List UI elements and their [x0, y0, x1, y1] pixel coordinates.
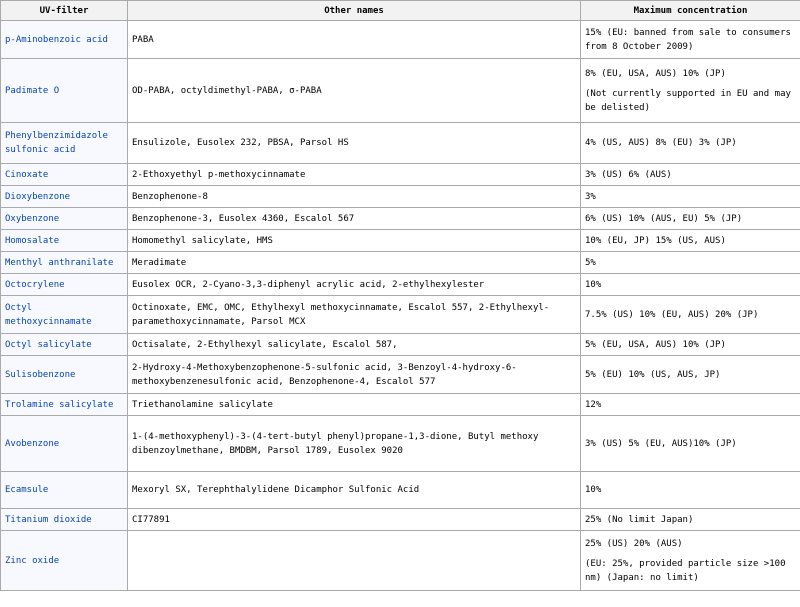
other-names-cell: Benzophenone-3, Eusolex 4360, Escalol 567 [128, 208, 581, 230]
table-row [1, 416, 800, 472]
filter-link[interactable]: Phenylbenzimidazole sulfonic acid [5, 131, 108, 155]
max-concentration-cell: 15% (EU: banned from sale to consumers from 8 October 2009) [581, 21, 800, 59]
other-names-cell: Eusolex OCR, 2-Cyano-3,3-diphenyl acrylic acid, 2-ethylhexylester [128, 274, 581, 296]
table-row [1, 186, 800, 208]
filter-link[interactable]: Oxybenzone [5, 213, 60, 224]
table-row [1, 531, 800, 591]
table-row [1, 356, 800, 394]
max-concentration-cell: 10% [581, 472, 800, 509]
filter-link[interactable]: Ecamsule [5, 485, 49, 495]
table-row [1, 509, 800, 531]
max-concentration-cell: 12% [581, 394, 800, 416]
other-names-cell: Octinoxate, EMC, OMC, Ethylhexyl methoxycinnamate, Escalol 557, 2-Ethylhexyl-paramethoxycinnamate, Parsol MCX [128, 296, 581, 334]
max-value: 8% (EU, USA, AUS) 10% (JP) [585, 68, 726, 79]
other-names-cell: Octisalate, 2-Ethylhexyl salicylate, Escalol 587, [128, 334, 581, 356]
max-concentration-cell: 5% (EU) 10% (US, AUS, JP) [581, 356, 800, 394]
max-concentration-cell: 5% [581, 252, 800, 274]
max-concentration-cell: 5% (EU, USA, AUS) 10% (JP) [581, 334, 800, 356]
table-row [1, 472, 800, 509]
header-other-names[interactable]: Other names [128, 1, 581, 21]
filter-link[interactable]: Octyl methoxycinnamate [5, 302, 92, 327]
max-concentration-cell: 3% [581, 186, 800, 208]
max-concentration-cell: 10% (EU, JP) 15% (US, AUS) [581, 230, 800, 252]
other-names-cell: PABA [128, 21, 581, 59]
filter-link[interactable]: Menthyl anthranilate [5, 257, 114, 268]
other-names-cell: CI77891 [128, 509, 581, 531]
table-row [1, 59, 800, 123]
filter-link[interactable]: Octocrylene [5, 279, 65, 290]
other-names-cell: Homomethyl salicylate, HMS [128, 230, 581, 252]
table-row [1, 394, 800, 416]
other-names-cell: Meradimate [128, 252, 581, 274]
other-names-cell: 2-Ethoxyethyl p-methoxycinnamate [128, 164, 581, 186]
filter-link[interactable]: Octyl salicylate [5, 339, 92, 350]
filter-link[interactable]: Padimate O [5, 85, 60, 96]
other-names-cell: 2-Hydroxy-4-Methoxybenzophenone-5-sulfonic acid, 3-Benzoyl-4-hydroxy-6-methoxybenzenesulfonic acid, Benzophenone-4, Escalol 577 [128, 356, 581, 394]
other-names-cell: OD-PABA, octyldimethyl-PABA, σ-PABA [128, 59, 581, 123]
table-row [1, 296, 800, 334]
filter-link[interactable]: Avobenzone [5, 438, 60, 449]
max-concentration-cell [581, 59, 800, 123]
max-concentration-cell: 10% [581, 274, 800, 296]
filter-link[interactable]: Zinc oxide [5, 555, 60, 566]
filter-link[interactable]: Homosalate [5, 235, 60, 246]
table-row [1, 334, 800, 356]
max-concentration-cell: 3% (US) 6% (AUS) [581, 164, 800, 186]
other-names-cell: Mexoryl SX, Terephthalylidene Dicamphor Sulfonic Acid [128, 472, 581, 509]
max-concentration-cell: 3% (US) 5% (EU, AUS)10% (JP) [581, 416, 800, 472]
max-note: (EU: 25%, provided particle size >100 nm) (Japan: no limit) [585, 558, 786, 583]
max-concentration-cell: 4% (US, AUS) 8% (EU) 3% (JP) [581, 123, 800, 164]
max-value: 25% (US) 20% (AUS) [585, 538, 683, 549]
max-concentration-cell [581, 531, 800, 591]
table-row [1, 21, 800, 59]
max-concentration-cell: 7.5% (US) 10% (EU, AUS) 20% (JP) [581, 296, 800, 334]
other-names-cell: Ensulizole, Eusolex 232, PBSA, Parsol HS [128, 123, 581, 164]
other-names-cell: 1-(4-methoxyphenyl)-3-(4-tert-butyl phenyl)propane-1,3-dione, Butyl methoxy dibenzoylmethane, BMDBM, Parsol 1789, Eusolex 9020 [128, 416, 581, 472]
filter-link[interactable]: Dioxybenzone [5, 191, 71, 202]
table-row [1, 164, 800, 186]
max-note: (Not currently supported in EU and may be delisted) [585, 88, 791, 113]
max-concentration-cell: 25% (No limit Japan) [581, 509, 800, 531]
max-concentration-cell: 6% (US) 10% (AUS, EU) 5% (JP) [581, 208, 800, 230]
other-names-cell [128, 531, 581, 591]
table-row [1, 208, 800, 230]
header-max-concentration[interactable]: Maximum concentration [581, 1, 800, 21]
table-row [1, 123, 800, 164]
filter-link[interactable]: Titanium dioxide [5, 514, 92, 525]
header-uv-filter[interactable]: UV-filter [1, 1, 128, 21]
filter-link[interactable]: Trolamine salicylate [5, 399, 114, 410]
table-row [1, 230, 800, 252]
other-names-cell: Benzophenone-8 [128, 186, 581, 208]
header-row [1, 1, 800, 21]
filter-link[interactable]: p-Aminobenzoic acid [5, 34, 108, 45]
filter-link[interactable]: Cinoxate [5, 169, 49, 180]
table-row [1, 252, 800, 274]
filter-link[interactable]: Sulisobenzone [5, 369, 76, 380]
table-row [1, 274, 800, 296]
other-names-cell: Triethanolamine salicylate [128, 394, 581, 416]
